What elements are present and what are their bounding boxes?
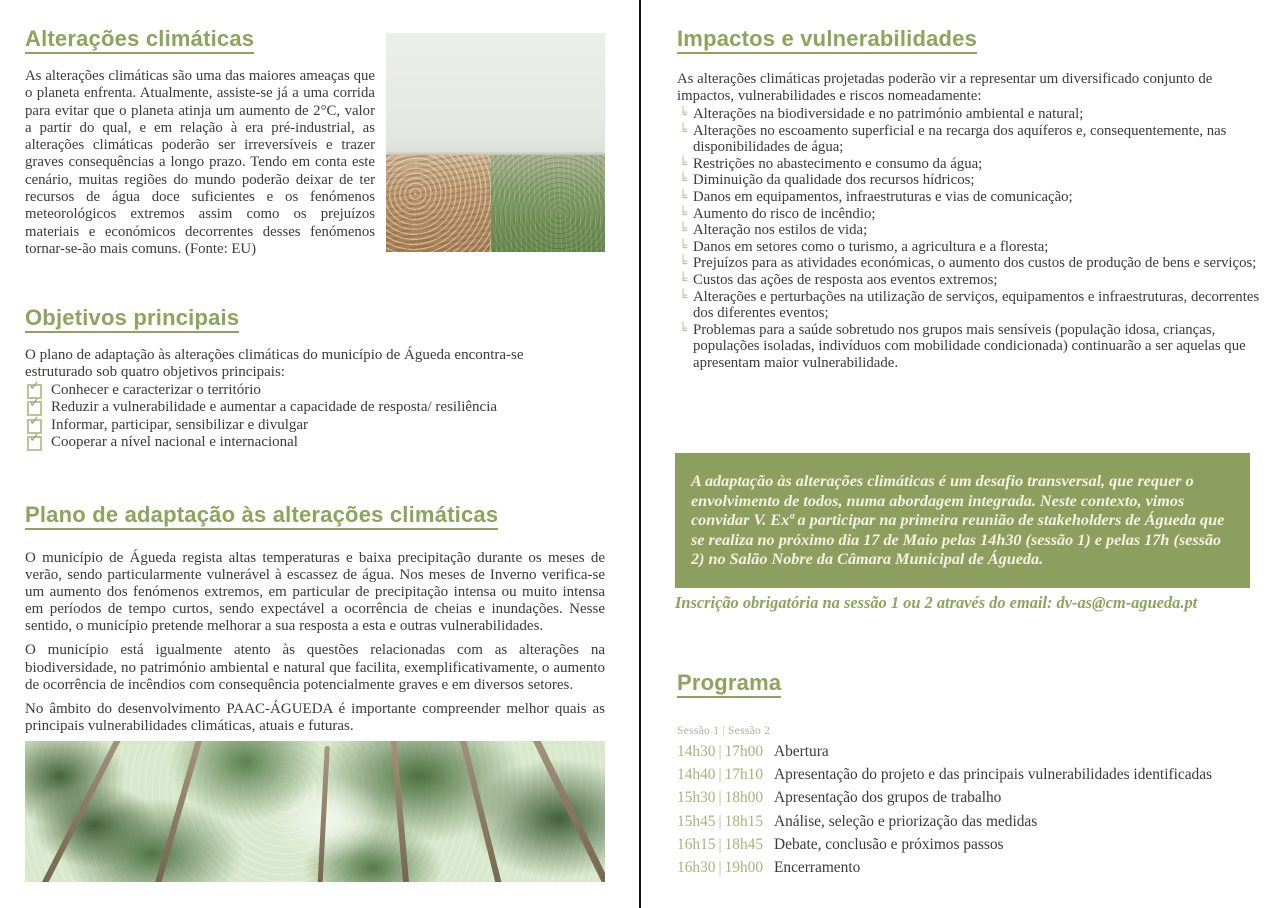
session2-time: 18h00 bbox=[724, 789, 764, 807]
registration-note: Inscrição obrigatória na sessão 1 ou 2 através do email: dv-as@cm-agueda.pt bbox=[675, 593, 1198, 612]
program-times bbox=[677, 789, 774, 807]
checkbox-checked-icon: ✓ bbox=[27, 436, 42, 451]
time-separator: | bbox=[718, 858, 722, 876]
objectives-intro: O plano de adaptação às alterações climáticas do município de Águeda encontra-se estruturado sob quatro objetivos principais: bbox=[25, 347, 524, 381]
session2-header-label: Sessão 2 bbox=[727, 725, 771, 737]
corner-bullet-icon: ╘ bbox=[679, 205, 688, 222]
impact-label: Diminuição da qualidade dos recursos hídricos; bbox=[693, 172, 975, 189]
program-row bbox=[677, 743, 1267, 766]
impact-item bbox=[679, 255, 1263, 272]
impact-label: Aumento do risco de incêndio; bbox=[693, 205, 876, 222]
program-schedule bbox=[677, 743, 1267, 882]
time-separator: | bbox=[718, 835, 722, 853]
session2-time: 18h45 bbox=[724, 835, 764, 853]
session1-time: 15h45 bbox=[677, 812, 716, 830]
impact-label: Custos das ações de resposta aos eventos extremos; bbox=[693, 271, 998, 288]
section-title-objectives: Objetivos principais bbox=[25, 306, 239, 333]
impact-label: Alterações e perturbações na utilização de serviços, equipamentos e infraestruturas, decorrentes dos diferentes eventos; bbox=[693, 288, 1260, 322]
session1-header-label: Sessão 1 bbox=[677, 725, 720, 737]
plowed-soil-area bbox=[386, 155, 493, 252]
program-row bbox=[677, 859, 1267, 882]
objective-label: Informar, participar, sensibilizar e divulgar bbox=[51, 416, 309, 433]
impact-label: Problemas para a saúde sobretudo nos grupos mais sensíveis (população idosa, crianças, populações isoladas, indivíduos com mobilidade condicionada) continuarão a ser aquelas que apresentam maior vulnerabilidade. bbox=[693, 321, 1246, 371]
session1-time: 16h15 bbox=[677, 835, 716, 853]
impact-label: Alteração nos estilos de vida; bbox=[693, 222, 868, 239]
time-separator: | bbox=[718, 766, 722, 784]
impact-label: Danos em setores como o turismo, a agricultura e a floresta; bbox=[693, 238, 1049, 255]
checkbox-checked-icon: ✓ bbox=[27, 384, 42, 399]
time-separator: | bbox=[718, 789, 722, 807]
sessions-header bbox=[677, 725, 770, 737]
impact-label: Alterações no escoamento superficial e na recarga dos aquíferos e, consequentemente, nas disponibilidades de água; bbox=[693, 122, 1227, 156]
objectives-checklist bbox=[27, 379, 597, 451]
section-title-impacts: Impactos e vulnerabilidades bbox=[677, 27, 977, 54]
objective-item bbox=[27, 413, 597, 434]
corner-bullet-icon: ╘ bbox=[679, 222, 688, 239]
session2-time: 18h15 bbox=[724, 812, 764, 830]
impacts-intro: As alterações climáticas projetadas poderão vir a representar um diversificado conjunto de impactos, vulnerabilidades e riscos nomeadamente: bbox=[677, 71, 1213, 104]
program-row bbox=[677, 813, 1267, 836]
impact-item bbox=[679, 172, 1263, 189]
session1-time: 14h40 bbox=[677, 766, 716, 784]
impact-item bbox=[679, 239, 1263, 256]
impact-label: Prejuízos para as atividades económicas, o aumento dos custos de produção de bens e serviços; bbox=[693, 255, 1257, 272]
impact-item bbox=[679, 189, 1263, 206]
plan-paragraph: O município de Águeda regista altas temperaturas e baixa precipitação durante os meses de verão, sendo particularmente vulnerável à escassez de água. Nos meses de Inverno verifica-se um aumento dos fenómenos extremos, em particular de precipitação intensa ou muito intensa em períodos de tempo curtos, sendo expectável a ocorrência de cheias e inundações. Nesse sentido, o município pretende melhorar a sua resposta a esta e outras vulnerabilidades. bbox=[25, 550, 605, 635]
program-times bbox=[677, 836, 774, 854]
corner-bullet-icon: ╘ bbox=[679, 271, 688, 288]
tree-canopy bbox=[25, 741, 605, 882]
objective-label: Cooperar a nível nacional e internacional bbox=[51, 433, 298, 450]
impact-item bbox=[679, 322, 1263, 372]
section-title-program: Programa bbox=[677, 671, 781, 698]
session2-time: 19h00 bbox=[724, 858, 764, 876]
green-grass-area bbox=[491, 155, 605, 252]
field-photo bbox=[386, 33, 605, 252]
invitation-box bbox=[675, 453, 1250, 588]
program-activity: Análise, seleção e priorização das medidas bbox=[774, 812, 1038, 830]
objective-item bbox=[27, 430, 597, 451]
program-row bbox=[677, 789, 1267, 812]
impact-item bbox=[679, 123, 1263, 156]
session2-time: 17h10 bbox=[724, 766, 764, 784]
program-activity: Encerramento bbox=[774, 858, 861, 876]
climate-paragraph: As alterações climáticas são uma das maiores ameaças que o planeta enfrenta. Atualmente, assiste-se já a uma corrida para evitar que o planeta atinja um aumento de 2°C, valor a partir do qual, e em relação à era pré-industrial, as alterações climáticas poderão ser irreversíveis e trazer graves consequências a longo prazo. Tendo em conta este cenário, muitas regiões do mundo poderão deixar de ter recursos de água doce suficientes e os fenómenos meteorológicos extremos assim como os prejuízos materiais e económicos decorrentes desses fenómenos tornar-se-ão mais comuns. (Fonte: EU) bbox=[25, 68, 375, 257]
corner-bullet-icon: ╘ bbox=[679, 155, 688, 172]
impact-item bbox=[679, 289, 1263, 322]
session2-time: 17h00 bbox=[724, 743, 764, 760]
program-activity: Debate, conclusão e próximos passos bbox=[774, 835, 1004, 853]
time-separator: | bbox=[718, 743, 722, 760]
objective-item bbox=[27, 396, 597, 416]
corner-bullet-icon: ╘ bbox=[679, 255, 688, 272]
checkbox-checked-icon: ✓ bbox=[27, 419, 42, 434]
objective-item bbox=[27, 379, 597, 399]
plan-paragraphs bbox=[25, 550, 605, 742]
objective-label: Conhecer e caracterizar o território bbox=[51, 382, 261, 398]
impact-item bbox=[679, 222, 1263, 239]
impact-label: Restrições no abastecimento e consumo da água; bbox=[693, 155, 983, 172]
program-activity: Apresentação dos grupos de trabalho bbox=[774, 789, 1002, 807]
corner-bullet-icon: ╘ bbox=[679, 288, 688, 305]
program-row bbox=[677, 836, 1267, 859]
objective-label: Reduzir a vulnerabilidade e aumentar a capacidade de resposta/ resiliência bbox=[51, 399, 498, 416]
program-times bbox=[677, 743, 774, 761]
plan-paragraph: No âmbito do desenvolvimento PAAC-ÁGUEDA é importante compreender melhor quais as principais vulnerabilidades climáticas, atuais e futuras. bbox=[25, 700, 605, 734]
corner-bullet-icon: ╘ bbox=[679, 106, 688, 122]
corner-bullet-icon: ╘ bbox=[679, 238, 688, 255]
impact-item bbox=[679, 272, 1263, 289]
program-row bbox=[677, 766, 1267, 789]
corner-bullet-icon: ╘ bbox=[679, 321, 688, 338]
program-times bbox=[677, 859, 774, 877]
section-title-plan: Plano de adaptação às alterações climáticas bbox=[25, 503, 498, 530]
invitation-text: A adaptação às alterações climáticas é um desafio transversal, que requer o envolvimento de todos, numa abordagem integrada. Neste contexto, vimos convidar V. Exª a participar na primeira reunião de stakeholders de Águeda que se realiza no próximo dia 17 de Maio pelas 14h30 (sessão 1) e pelas 17h (sessão 2) no Salão Nobre da Câmara Municipal de Águeda. bbox=[691, 472, 1225, 569]
impact-label: Alterações na biodiversidade e no património ambiental e natural; bbox=[693, 106, 1084, 122]
session1-time: 16h30 bbox=[677, 858, 716, 876]
corner-bullet-icon: ╘ bbox=[679, 122, 688, 139]
sessions-separator: | bbox=[722, 725, 725, 737]
time-separator: | bbox=[718, 812, 722, 830]
impact-item bbox=[679, 156, 1263, 173]
impacts-list bbox=[679, 106, 1263, 372]
impact-item bbox=[679, 206, 1263, 223]
trees-photo bbox=[25, 741, 605, 882]
corner-bullet-icon: ╘ bbox=[679, 188, 688, 205]
program-times bbox=[677, 813, 774, 831]
impact-label: Danos em equipamentos, infraestruturas e vias de comunicação; bbox=[693, 188, 1073, 205]
session1-time: 15h30 bbox=[677, 789, 716, 807]
program-activity: Apresentação do projeto e das principais vulnerabilidades identificadas bbox=[774, 766, 1213, 784]
corner-bullet-icon: ╘ bbox=[679, 172, 688, 189]
session1-time: 14h30 bbox=[677, 743, 716, 760]
column-divider bbox=[639, 0, 641, 908]
plan-paragraph: O município está igualmente atento às questões relacionadas com as alterações na biodiversidade, no património ambiental e natural que facilita, exemplificativamente, o aumento de ocorrência de incêndios com consequência potencialmente graves e em diversos setores. bbox=[25, 642, 605, 693]
impact-item bbox=[679, 106, 1263, 123]
checkbox-checked-icon: ✓ bbox=[27, 401, 42, 416]
program-activity: Abertura bbox=[774, 743, 829, 760]
section-title-climate: Alterações climáticas bbox=[25, 27, 254, 54]
program-times bbox=[677, 766, 774, 784]
